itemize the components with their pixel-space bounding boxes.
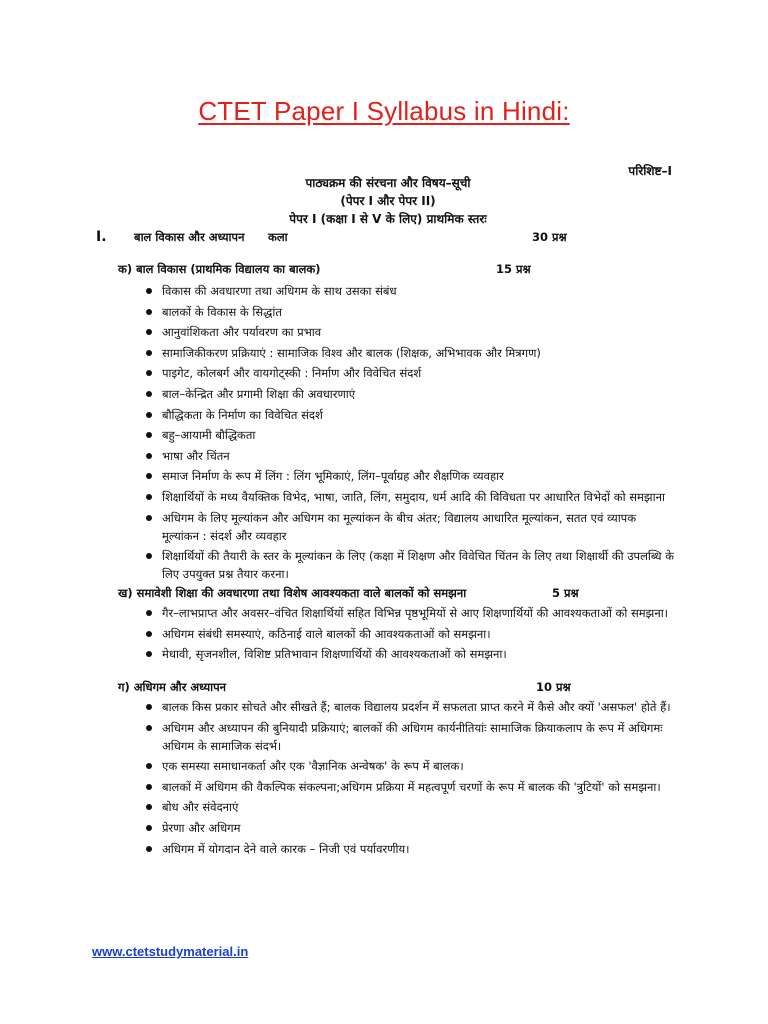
sub-b-marks: 5 प्रश्न: [552, 586, 579, 600]
list-item: भाषा और चिंतन: [146, 447, 676, 465]
list-item: बालकों में अधिगम की वैकल्पिक संकल्पना;अधिगम प्रक्रिया में महत्वपूर्ण चरणों के रूप में बालक की 'त्रुटियों' को समझना।: [146, 778, 676, 796]
list-item: अधिगम के लिए मूल्यांकन और अधिगम का मूल्यांकन के बीच अंतर; विद्यालय आधारित मूल्यांकन, सतत एवं व्यापक मूल्यांकन : संदर्श और व्यवहार: [146, 509, 676, 545]
website-link[interactable]: www.ctetstudymaterial.in: [92, 944, 249, 959]
section-title-suffix: कला: [268, 230, 288, 244]
sub-b-heading: ख) समावेशी शिक्षा की अवधारणा तथा विशेष आवश्यकता वाले बालकों को समझना: [118, 586, 467, 600]
syllabus-heading: [88, 174, 688, 228]
list-item: एक समस्या समाधानकर्ता और एक 'वैज्ञानिक अन्वेषक' के रूप में बालक।: [146, 757, 676, 775]
list-item: बाल–केन्द्रित और प्रगामी शिक्षा की अवधारणाएं: [146, 385, 676, 403]
list-item: विकास की अवधारणा तथा अधिगम के साथ उसका संबंध: [146, 282, 676, 300]
sub-a-list: [146, 282, 676, 586]
list-item: गैर–लाभप्राप्त और अवसर–वंचित शिक्षार्थियों सहित विभिन्न पृष्ठभूमियों से आए शिक्षणार्थियों की आवश्यकताओं को समझना।: [146, 604, 676, 622]
list-item: अधिगम में योगदान देने वाले कारक – निजी एवं पर्यावरणीय।: [146, 840, 676, 858]
list-item: बहु–आयामी बौद्धिकता: [146, 426, 676, 444]
list-item: आनुवांशिकता और पर्यावरण का प्रभाव: [146, 323, 676, 341]
list-item: शिक्षार्थियों की तैयारी के स्तर के मूल्यांकन के लिए (कक्षा में शिक्षण और विवेचित चिंतन के लिए तथा शिक्षार्थी की उपलब्धि के लिए उपयुक्त प्रश्न तैयार करना।: [146, 547, 676, 583]
list-item: मेधावी, सृजनशील, विशिष्ट प्रतिभावान शिक्षणार्थियों की आवश्यकताओं को समझना।: [146, 645, 676, 663]
list-item: अधिगम और अध्यापन की बुनियादी प्रक्रियाएं; बालकों की अधिगम कार्यनीतियांः सामाजिक क्रियाकलाप के रूप में अधिगमः अधिगम के सामाजिक संदर्भ।: [146, 719, 676, 755]
list-item: सामाजिकीकरण प्रक्रियाएं : सामाजिक विश्व और बालक (शिक्षक, अभिभावक और मित्रगण): [146, 344, 676, 362]
heading-line-3: पेपर I (कक्षा I से V के लिए) प्राथमिक स्तरः: [289, 212, 487, 226]
list-item: शिक्षार्थियों के मध्य वैयक्तिक विभेद, भाषा, जाति, लिंग, समुदाय, धर्म आदि की विविधता पर आधारित विभेदों को समझाना: [146, 488, 676, 506]
list-item: पाइगेट, कोलबर्ग और वायगोट्स्की : निर्माण और विवेचित संदर्श: [146, 364, 676, 382]
page-title: CTET Paper I Syllabus in Hindi:: [198, 96, 570, 126]
section-numeral: I.: [96, 229, 107, 245]
sub-c-marks: 10 प्रश्न: [536, 680, 571, 694]
sub-a-marks: 15 प्रश्न: [496, 262, 531, 276]
section-marks: 30 प्रश्न: [532, 230, 567, 244]
list-item: प्रेरणा और अधिगम: [146, 819, 676, 837]
list-item: बालकों के विकास के सिद्धांत: [146, 303, 676, 321]
heading-line-1: पाठ्यक्रम की संरचना और विषय–सूची: [305, 176, 471, 190]
list-item: बौद्धिकता के निर्माण का विवेचित संदर्श: [146, 406, 676, 424]
sub-b-list: [146, 604, 676, 666]
appendix-label: परिशिष्ट–I: [628, 164, 672, 178]
list-item: बोध और संवेदनाएं: [146, 798, 676, 816]
list-item: बालक किस प्रकार सोचते और सीखते हैं; बालक विद्यालय प्रदर्शन में सफलता प्राप्त करने में कैसे और क्यों 'असफल' होते हैं।: [146, 698, 676, 716]
sub-a-heading: क) बाल विकास (प्राथमिक विद्यालय का बालक): [118, 262, 321, 276]
sub-c-heading: ग) अधिगम और अध्यापन: [118, 680, 227, 694]
list-item: समाज निर्माण के रूप में लिंग : लिंग भूमिकाएं, लिंग–पूर्वाग्रह और शैक्षणिक व्यवहार: [146, 467, 676, 485]
section-title: बाल विकास और अध्यापन: [134, 230, 245, 244]
heading-line-2: (पेपर I और पेपर II): [340, 194, 436, 208]
list-item: अधिगम संबंधी समस्याएं, कठिनाई वाले बालकों की आवश्यकताओं को समझना।: [146, 625, 676, 643]
sub-c-list: [146, 698, 676, 860]
